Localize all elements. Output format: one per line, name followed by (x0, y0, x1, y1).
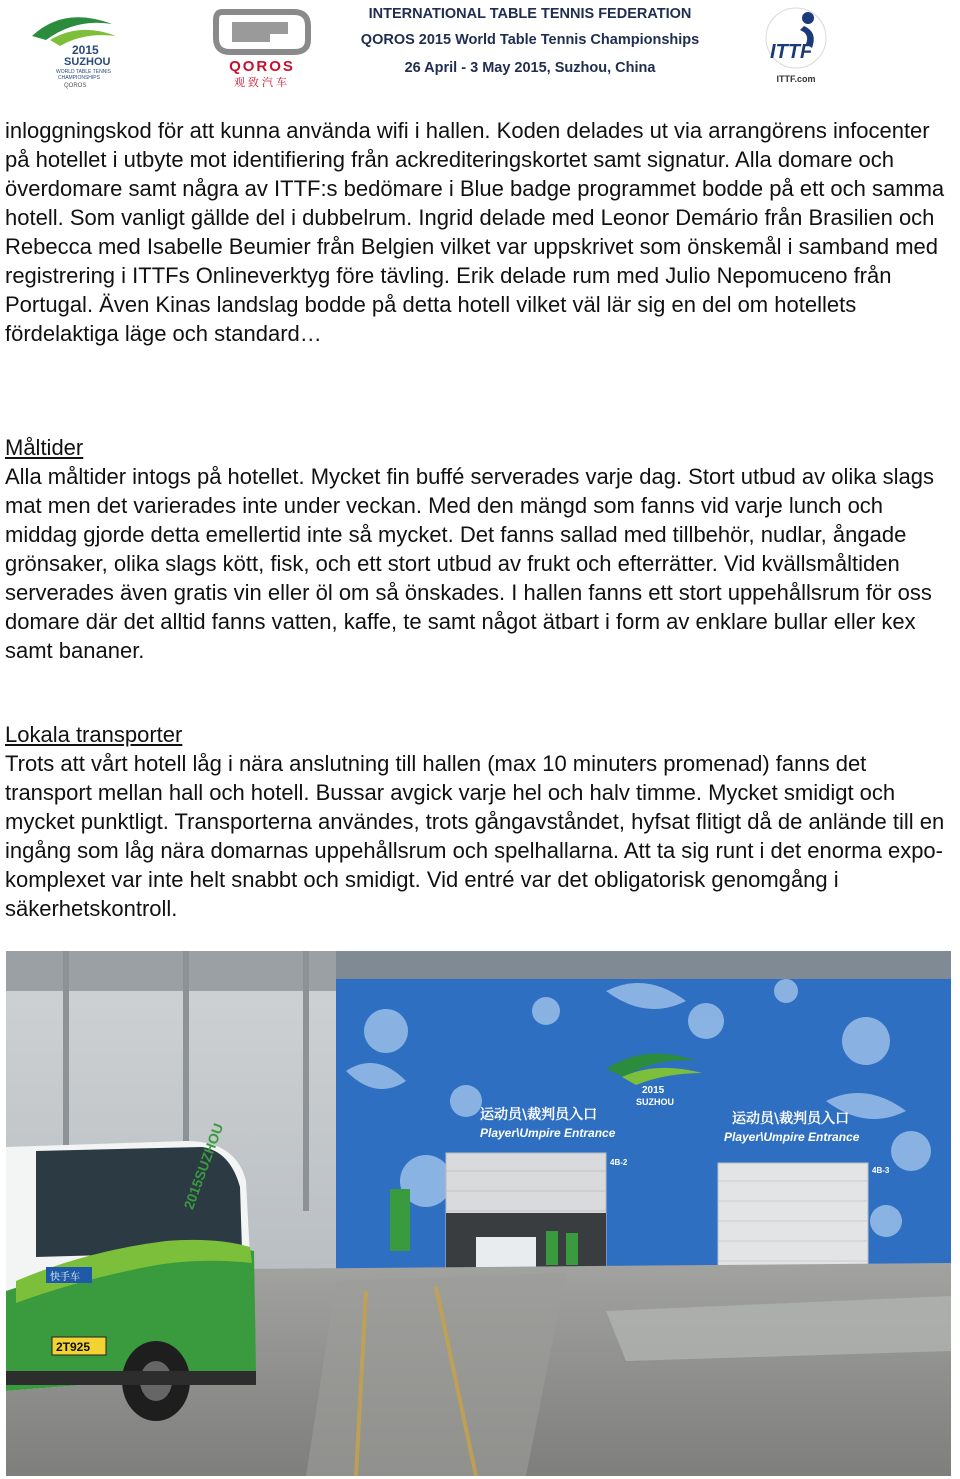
entrance-photo-illustration (6, 951, 951, 1476)
ittf-paddle-icon (760, 4, 832, 74)
sign-logo-city: SUZHOU (636, 1097, 674, 1107)
header-federation: INTERNATIONAL TABLE TENNIS FEDERATION (368, 6, 692, 22)
meals-paragraph: Alla måltider intogs på hotellet. Mycket fin buffé serverades varje dag. Stort utbud av olika slags mat men det varierades inte under veckan. Med den mängd som fanns vid varje lunch och middag gjorde detta emellertid inte så mycket. Det fanns sallad med tillbehör, nudlar, ångade grönsaker, olika slags kött, fisk, och ett stort utbud av frukt och efterrätter. Vid kvällsmåltiden serverades även gratis vin eller öl om så önskades. I hallen fanns ett stort uppehållsrum för oss domare där det alltid fanns vatten, kaffe, te samt något ätbart i form av enklare bullar eller kex samt bananer. (5, 464, 934, 663)
header-titles (300, 2, 760, 82)
bus-side-text: 2015SUZHOU (180, 1121, 227, 1212)
page-header (0, 0, 960, 96)
intro-section (5, 116, 955, 348)
bus-destination: 快手车 (50, 1272, 80, 1283)
suzhou-logo-city: SUZHOU (64, 56, 111, 68)
shuttle-bus (6, 1121, 256, 1421)
sign-cn-left: 运动员\裁判员入口 (480, 1107, 598, 1123)
sign-en-left: Player\Umpire Entrance (480, 1126, 616, 1140)
transport-heading: Lokala transporter (5, 722, 183, 747)
ittf-logo (760, 4, 832, 90)
suzhou-logo-subtitle-1: WORLD TABLE TENNIS (56, 69, 112, 75)
door-left-label: 4B-2 (610, 1158, 628, 1167)
intro-paragraph: inloggningskod för att kunna använda wifi i hallen. Koden delades ut via arrangörens infocenter på hotellet i utbyte mot identifiering från ackrediteringskortet samt signatur. Alla domare och överdomare samt några av ITTF:s bedömare i Blue badge programmet bodde på ett och samma hotell. Som vanligt gällde del i dubbelrum. Ingrid delade med Leonor Demário från Brasilien och Rebecca med Isabelle Beumier från Belgien vilket var uppskrivet som önskemål i samband med registrering i ITTFs Onlineverktyg före tävling. Erik delade rum med Julio Nepomuceno från Portugal. Även Kinas landslag bodde på detta hotell vilket väl lär sig en del om hotellets fördelaktiga läge och standard… (5, 118, 945, 346)
ittf-logo-letters: ITTF (770, 41, 813, 63)
suzhou-logo-sponsor: QOROS (64, 83, 87, 89)
meals-heading: Måltider (5, 435, 84, 460)
sign-en-right: Player\Umpire Entrance (724, 1130, 860, 1144)
ittf-logo-url: ITTF.com (776, 74, 816, 84)
suzhou-logo-subtitle-2: CHAMPIONSHIPS (58, 75, 100, 81)
qoros-logo-chinese: 观致汽车 (234, 77, 290, 89)
header-dates: 26 April - 3 May 2015, Suzhou, China (404, 60, 656, 76)
meals-section (5, 433, 955, 665)
suzhou-arc-icon (24, 2, 134, 90)
sign-cn-right: 运动员\裁判员入口 (732, 1111, 850, 1127)
qoros-logo-name: QOROS (229, 58, 295, 75)
door-right-label: 4B-3 (872, 1166, 890, 1175)
header-championship: QOROS 2015 World Table Tennis Championships (360, 32, 700, 48)
door-right (718, 1163, 868, 1275)
entrance-photo (6, 951, 951, 1476)
suzhou-logo-year: 2015 (72, 43, 99, 57)
roll-up-banner (390, 1189, 410, 1251)
suzhou-2015-logo (24, 2, 134, 90)
bus-plate: 2T925 (56, 1340, 91, 1354)
sign-logo-year: 2015 (642, 1085, 665, 1096)
transport-section (5, 720, 955, 923)
transport-paragraph: Trots att vårt hotell låg i nära anslutning till hallen (max 10 minuters promenad) fanns det transport mellan hall och hotell. Bussar avgick varje hel och halv timme. Mycket smidigt och mycket punktligt. Transporterna användes, trots gångavståndet, hyfsat flitigt då de anlände till en ingång som låg nära domarnas uppehållsrum och spelhallarna. Att ta sig runt i det enorma expo-komplexet var inte helt snabbt och smidigt. Vid entré var det obligatorisk genomgång i säkerhetskontroll. (5, 751, 945, 921)
